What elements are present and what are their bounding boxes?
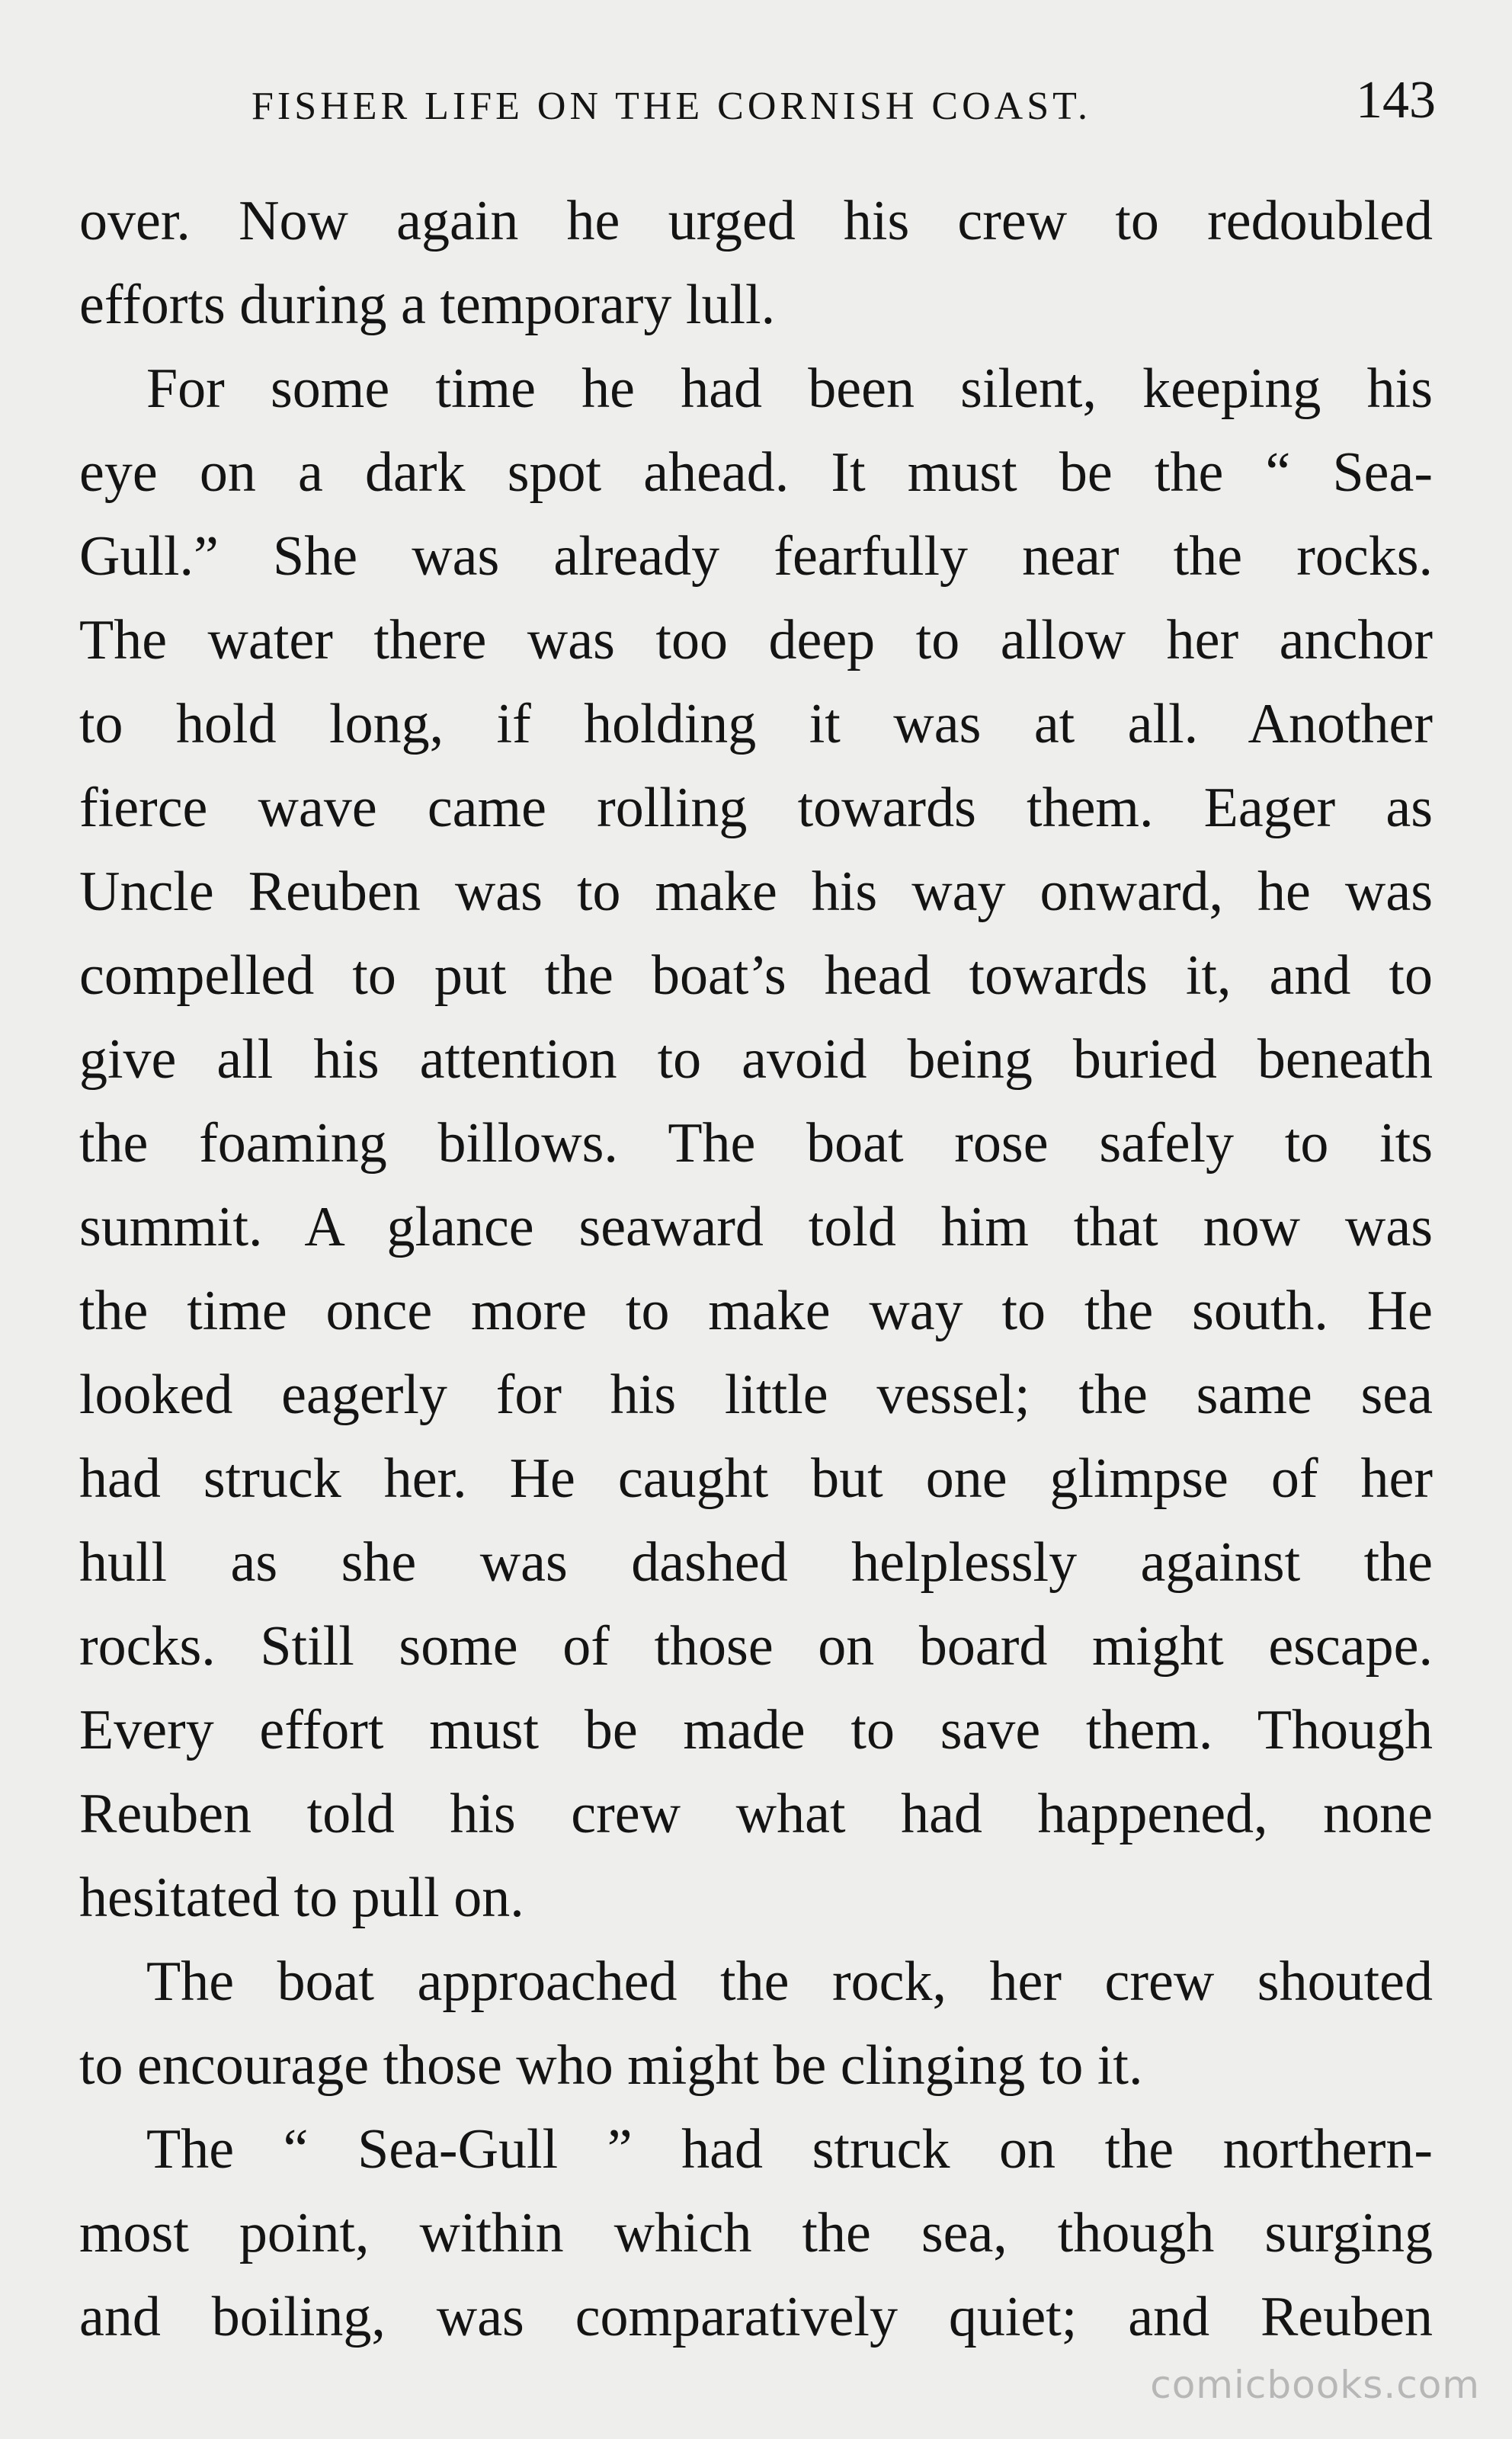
text-line: The water there was too deep to allow her anchor: [79, 609, 1433, 671]
text-line: hesitated to pull on.: [79, 1867, 524, 1929]
text-line: hull as she was dashed helplessly against the: [79, 1531, 1433, 1594]
text-line: over. Now again he urged his crew to redoubled: [79, 190, 1433, 252]
text-line: the foaming billows. The boat rose safely to its: [79, 1112, 1433, 1175]
text-line: For some time he had been silent, keeping his: [146, 357, 1433, 420]
text-line: fierce wave came rolling towards them. Eager as: [79, 777, 1433, 839]
text-line: Reuben told his crew what had happened, none: [79, 1783, 1433, 1845]
text-line: summit. A glance seaward told him that now was: [79, 1196, 1433, 1258]
text-line: Every effort must be made to save them. Though: [79, 1699, 1433, 1761]
text-line: most point, within which the sea, though surging: [79, 2202, 1433, 2264]
running-title: FISHER LIFE ON THE CORNISH COAST.: [251, 85, 1092, 128]
text-line: looked eagerly for his little vessel; the same sea: [79, 1364, 1433, 1426]
body-text: [79, 179, 1433, 2359]
text-line: Gull.” She was already fearfully near the rocks.: [79, 525, 1433, 588]
text-line: give all his attention to avoid being buried beneath: [79, 1028, 1433, 1091]
text-line: to hold long, if holding it was at all. Another: [79, 693, 1433, 755]
text-line: the time once more to make way to the south. He: [79, 1280, 1433, 1342]
text-line: to encourage those who might be clinging to it.: [79, 2034, 1143, 2097]
text-line: compelled to put the boat’s head towards it, and to: [79, 944, 1433, 1007]
text-line: The boat approached the rock, her crew shouted: [146, 1950, 1433, 2013]
text-line: The “ Sea-Gull ” had struck on the northern-: [146, 2118, 1433, 2181]
text-line: had struck her. He caught but one glimpse of her: [79, 1447, 1433, 1510]
text-line: eye on a dark spot ahead. It must be the “ Sea-: [79, 441, 1433, 504]
text-line: Uncle Reuben was to make his way onward, he was: [79, 861, 1433, 923]
running-head: [76, 70, 1436, 139]
text-line: efforts during a temporary lull.: [79, 274, 776, 336]
page-number: 143: [1356, 71, 1436, 130]
watermark: comicbooks.com: [1150, 2363, 1480, 2407]
text-line: and boiling, was comparatively quiet; and Reuben: [79, 2286, 1433, 2348]
text-line: rocks. Still some of those on board might escape.: [79, 1615, 1433, 1678]
